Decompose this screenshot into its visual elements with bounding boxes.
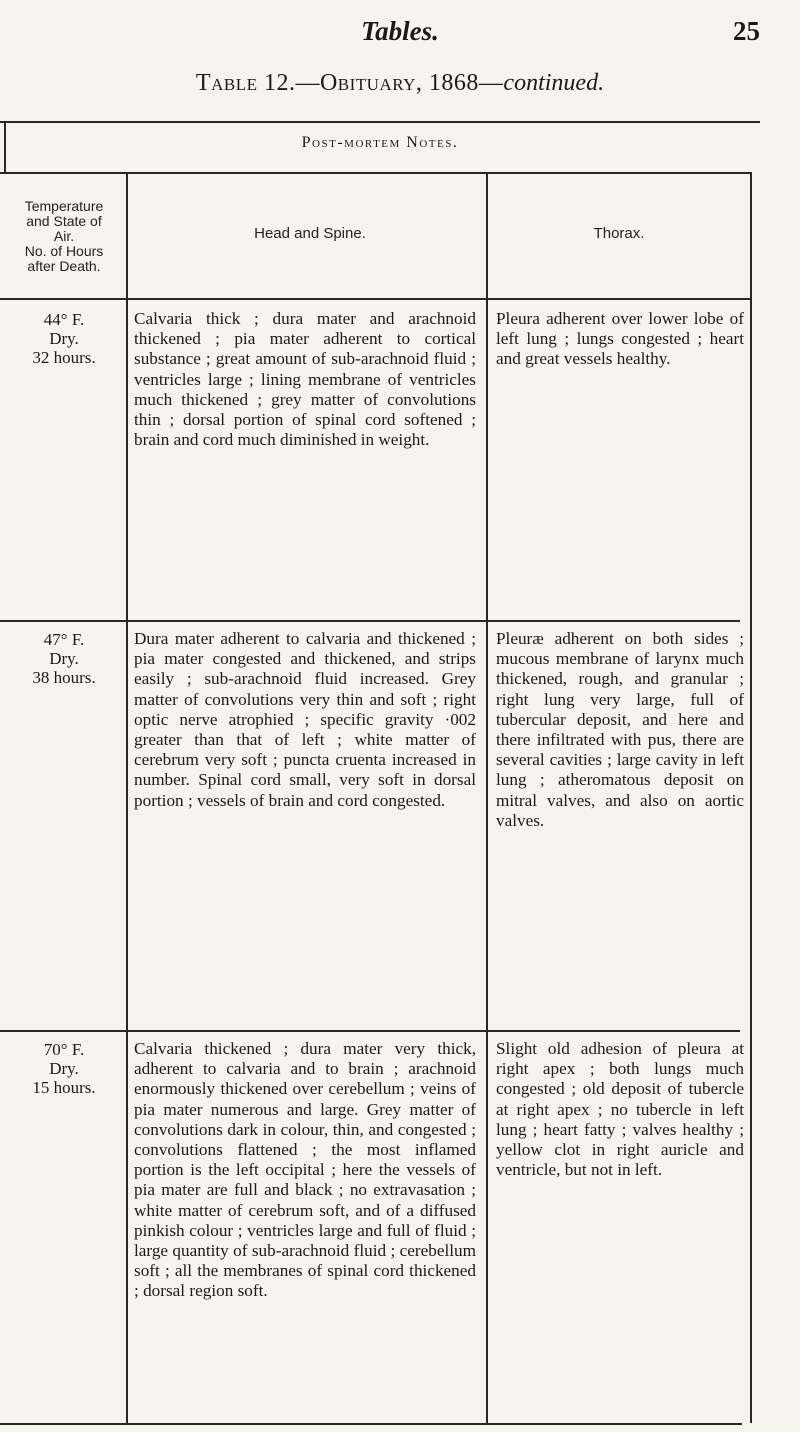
row-2-thorax: Pleuræ adherent on both sides ; mucous membrane of larynx much thickened, rough, and granular ; right lung very large, full of tubercular deposit, and here and there infiltrated with pus, there are several cavities ; large cavity in left lung ; atheromatous deposit on mitral valves, and also on aortic valves. [496, 629, 744, 830]
conditions-heading-line: Air. [53, 228, 75, 244]
row-3-head-and-spine: Calvaria thickened ; dura mater very thick, adherent to calvaria and to brain ; arachnoid enormously thickened over cerebellum ; veins of pia mater numerous and large. Grey matter of convolutions dark in colour, thin, and congested ; convolutions flattened ; the most inflamed portion is the left occipital ; here the vessels of pia mater are full and black ; no extravasation ; white matter of cerebrum soft, and of a diffused pinkish colour ; ventricles large and full of fluid ; large quantity of sub-arachnoid fluid ; cerebellum soft ; all the membranes of spinal cord thickened ; dorsal region soft. [134, 1039, 476, 1301]
row-1-thorax: Pleura adherent over lower lobe of left lung ; lungs congested ; heart and great vessels healthy. [496, 309, 744, 369]
thorax-column-heading: Thorax. [593, 225, 645, 242]
air-state: Dry. [49, 649, 79, 668]
temperature: 70° F. [43, 1040, 85, 1059]
row-3-thorax: Slight old adhesion of pleura at right apex ; both lungs much congested ; old deposit of tubercle at right apex ; no tubercle in left lung ; heart fatty ; valves healthy ; yellow clot in right auricle and ventricle, but not in left. [496, 1039, 744, 1180]
table-left-rule [4, 121, 6, 173]
hours-after-death: 38 hours. [32, 668, 96, 687]
table-bottom-rule [0, 1423, 742, 1425]
row-1-head-and-spine: Calvaria thick ; dura mater and arachnoid thickened ; pia mater adherent to cortical substance ; great amount of sub-arachnoid fluid ; ventricles large ; lining membrane of ventricles much thickened ; grey matter of convolutions thin ; dorsal portion of spinal cord softened ; brain and cord much diminished in weight. [134, 309, 476, 450]
row-1-conditions [5, 310, 123, 367]
table-title-continued: continued. [503, 70, 605, 96]
column-heading-rule [0, 298, 752, 300]
row-3-conditions [5, 1040, 123, 1097]
temperature: 44° F. [43, 310, 85, 329]
head-and-spine-column-heading: Head and Spine. [254, 225, 366, 242]
running-title: Tables. [361, 16, 439, 46]
section-heading-rule [0, 172, 752, 174]
row-2-conditions [5, 630, 123, 687]
table-top-rule [0, 121, 760, 123]
table-title [0, 70, 800, 97]
conditions-column-heading [5, 199, 123, 274]
row-1-rule [0, 620, 740, 622]
table-right-rule [750, 172, 752, 1423]
conditions-heading-line: and State of [26, 213, 102, 229]
conditions-heading-line: No. of Hours [24, 243, 104, 259]
row-2-head-and-spine: Dura mater adherent to calvaria and thickened ; pia mater congested and thickened, and strips easily ; sub-arachnoid fluid increased. Grey matter of convolutions very thin and soft ; right optic nerve atrophied ; specific gravity ·002 greater than that of left ; white matter of cerebrum very soft ; puncta cruenta increased in number. Spinal cord small, very soft in dorsal portion ; vessels of brain and cord congested. [134, 629, 476, 810]
conditions-heading-line: Temperature [24, 198, 104, 214]
column-1-rule [126, 174, 128, 1423]
table-title-main: Table 12.—Obituary, 1868— [195, 70, 504, 96]
running-head [0, 10, 800, 50]
air-state: Dry. [49, 329, 79, 348]
page-number: 25 [733, 16, 760, 46]
conditions-heading-line: after Death. [27, 258, 101, 274]
temperature: 47° F. [43, 630, 85, 649]
air-state: Dry. [49, 1059, 79, 1078]
hours-after-death: 15 hours. [32, 1078, 96, 1097]
hours-after-death: 32 hours. [32, 348, 96, 367]
column-2-rule [486, 174, 488, 1423]
row-2-rule [0, 1030, 740, 1032]
section-heading: Post-mortem Notes. [301, 134, 459, 151]
